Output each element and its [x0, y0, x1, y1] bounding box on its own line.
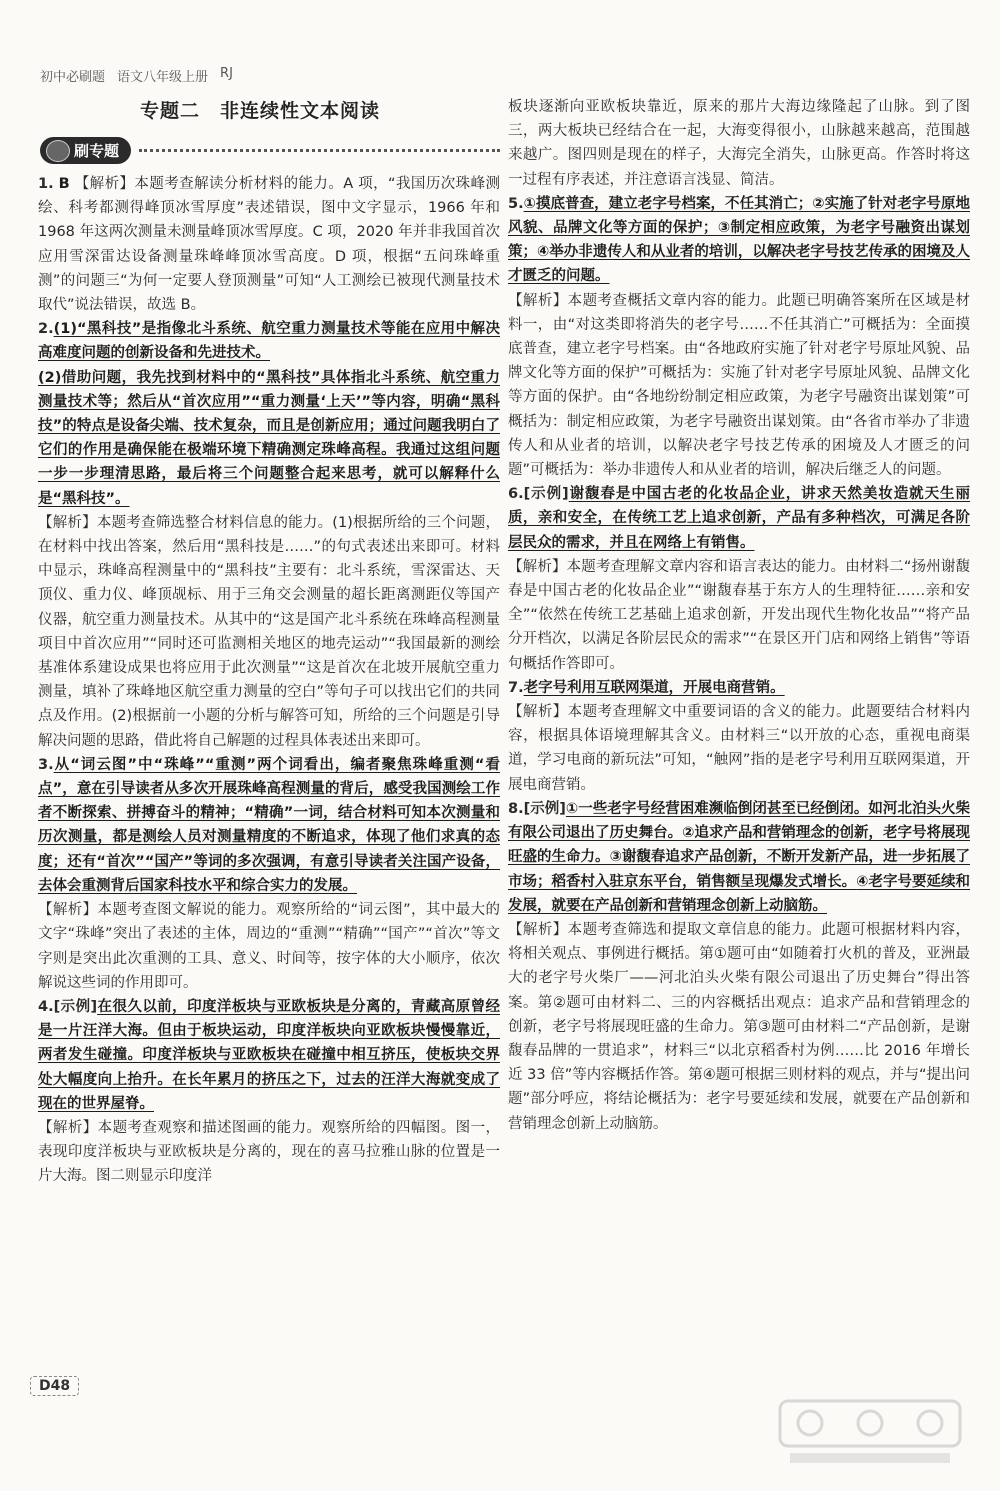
- example-tag: [示例]: [53, 998, 98, 1015]
- question-7: [508, 676, 970, 797]
- answer-text: 从“词云图”中“珠峰”“重测”两个词看出，编者聚焦珠峰重测“看点”，意在引导读者从多次开展珠峰高程测量的背后，感受我国测绘工作者不断探索、拼搏奋斗的精神；“精确”一词，结合材料可知本次测量和历次测量，都是测绘人员对测量精度的不断追求，体现了他们求真的态度；还有“首次”“国产”等词的多次强调，有意引导读者关注国产设备，去体会重测背后国家科技水平和综合实力的发展。: [38, 756, 500, 894]
- section-tag: [40, 135, 500, 165]
- question-4: [38, 995, 500, 1189]
- answer-text: ①一些老字号经营困难濒临倒闭甚至已经倒闭。如河北泊头火柴有限公司退出了历史舞台。: [508, 800, 970, 842]
- analysis-text: 【解析】本题考查理解文中重要词语的含义的能力。此题要结合材料内容，根据具体语境理解其含义。由材料三“以开放的心态，重视电商渠道，学习电商的新玩法”可知，“触网”指的是老字号利用互联网渠道，开展电商营销。: [508, 704, 970, 793]
- analysis-text: 【解析】本题考查筛选整合材料信息的能力。(1)根据所给的三个问题，在材料中找出答案，然后用“黑科技是……”的句式表述出来即可。材料中显示，珠峰高程测量中的“黑科技”主要有：北斗系统，雪深雷达、天顶仪、重力仪、峰顶觇标、用于三角交会测量的超长距离测距仪等国产仪器，航空重力测量技术。从其中的“这是国产北斗系统在珠峰高程测量项目中首次应用”“同时还可监测相关地区的地壳运动”“我国最新的测绘基准体系建设成果也将应用于此次测量”“这是首次在北坡开展航空重力测量，填补了珠峰地区航空重力测量的空白”等句子可以找出它们的共同点及作用。(2)根据前一小题的分析与解答可知，所给的三个问题是引导解决问题的思路，借此将自己解题的过程具体表述出来即可。: [38, 514, 500, 749]
- book-name: 初中必刷题: [40, 70, 106, 85]
- question-number: 5.: [508, 195, 524, 212]
- analysis-text: 【解析】本题考查解读分析材料的能力。A 项，“我国历次珠峰测绘、科考都测得峰顶冰雪厚度”表述错误，图中文字显示，1966 年和 1968 年这两次测量未测量峰顶冰雪厚度。C 项，2020 年并非我国首次应用雪深雷达设备测量珠峰峰顶冰雪高度。D 项，根据“五问珠峰重测”的问题三“为何一定要人登顶测量”可知“人工测绘已被现代测量技术取代”说法错误，故选 B。: [38, 176, 500, 314]
- brush-icon: [46, 140, 70, 162]
- question-number: 7.: [508, 679, 524, 696]
- question-6: [508, 482, 970, 676]
- dotted-divider: [139, 149, 500, 152]
- answer-text: 老字号利用互联网渠道，开展电商营销。: [523, 679, 785, 696]
- answer-choice: B: [58, 176, 70, 192]
- section-badge-label: 刷专题: [74, 141, 120, 160]
- question-5: [508, 192, 970, 482]
- subject-name: 语文八年级上册: [117, 70, 209, 85]
- analysis-text: 【解析】本题考查观察和描述图画的能力。观察所给的四幅图。图一，表现印度洋板块与亚欧板块是分离的，现在的喜马拉雅山脉的位置是一片大海。图二则显示印度洋: [38, 1119, 500, 1185]
- left-column: [38, 172, 500, 1189]
- answer-text: ①摸底普查，建立老字号档案，不任其消亡；②实施了针对老字号原地风貌、品牌文化等方面的保护；③制定相应政策，为老字号融资出谋划策；④举办非遗传人和从业者的培训，以解决老字号技艺传承的困境及人才匮乏的问题。: [508, 195, 970, 285]
- answer-text: ③谢馥春追求产品创新，不断开发新产品，进一步拓展了市场；稻香村入驻京东平台，销售额呈现爆发式增长。: [508, 849, 971, 890]
- question-3: [38, 753, 500, 995]
- edition-label: RJ: [220, 66, 233, 81]
- page-title: 专题二 非连续性文本阅读: [139, 100, 380, 122]
- question-number: 6.: [508, 486, 524, 503]
- right-column: [508, 95, 970, 1136]
- answer-text: (1)“黑科技”是指像北斗系统、航空重力测量技术等能在应用中解决高难度问题的创新设备和先进技术。: [38, 321, 500, 362]
- analysis-continued: 板块逐渐向亚欧板块靠近，原来的那片大海边缘隆起了山脉。到了图三，两大板块已经结合在一起，大海变得很小，山脉越来越高，范围越来越广。图四则是现在的样子，大海完全消失，山脉更高。作答时将这一过程有序表述，并注意语言浅显、简洁。: [508, 99, 970, 188]
- analysis-text: 【解析】本题考查图文解说的能力。观察所给的“词云图”，其中最大的文字“珠峰”突出了表述的主体，周边的“重测”“精确”“国产”“首次”等文字则是突出此次重测的工具、意义、时间等，按字体的大小顺序，依次解说这些词的作用即可。: [38, 902, 500, 991]
- question-number: 8.: [508, 800, 524, 817]
- example-tag: [示例]: [523, 486, 569, 503]
- watermark-logo-icon: [770, 1391, 970, 1471]
- question-8: [508, 797, 970, 1136]
- question-number: 1.: [38, 176, 54, 192]
- question-number: 2.: [38, 321, 54, 338]
- answer-text: 在很久以前，印度洋板块与亚欧板块是分离的，青藏高原曾经是一片汪洋大海。但由于板块运动，印度洋板块向亚欧板块慢慢靠近，两者发生碰撞。印度洋板块与亚欧板块在碰撞中相互挤压，使板块交界处大幅度向上抬升。在长年累月的挤压之下，过去的汪洋大海就变成了现在的世界屋脊。: [38, 998, 501, 1112]
- question-number: 3.: [38, 756, 54, 773]
- answer-text: (2)借助问题，我先找到材料中的“黑科技”具体指北斗系统、航空重力测量技术等；然后从“首次应用”“重力测量‘上天’”等内容，明确“黑科技”的特点是设备尖端、技术复杂，而且是创新应用；通过问题我明白了它们的作用是确保能在极端环境下精确测定珠峰高程。我通过这组问题一步一步理清思路，最后将三个问题整合起来思考，就可以解释什么是“黑科技”。: [38, 369, 500, 507]
- analysis-text: 【解析】本题考查筛选和提取文章信息的能力。此题可根据材料内容，将相关观点、事例进行概括。第①题可由“如随着打火机的普及，亚洲最大的老字号火柴厂——河北泊头火柴有限公司退出了历史舞台”得出答案。第②题可由材料二、三的内容概括出观点：追求产品和营销理念的创新，老字号将展现旺盛的生命力。第③题可由材料二“产品创新，是谢馥春品牌的一贯追求”，材料三“以北京稻香村为例……比 2016 年增长近 33 倍”等内容概括作答。第④题可根据三则材料的观点，并与“提出问题”部分呼应，将结论概括为：老字号要延续和发展，就要在产品创新和营销理念创新上动脑筋。: [508, 921, 970, 1132]
- page-header: [40, 66, 233, 85]
- page-number: D48: [30, 1376, 79, 1396]
- question-1: [38, 172, 500, 317]
- answer-text: 谢馥春是中国古老的化妆品企业，讲求天然美妆造就天生丽质，亲和安全，在传统工艺上追求创新，产品有多种档次，可满足各阶层民众的需求，并且在网络上有销售。: [508, 486, 970, 551]
- question-2: [38, 317, 500, 753]
- analysis-text: 【解析】本题考查概括文章内容的能力。此题已明确答案所在区域是材料一，由“对这类即将消失的老字号……不任其消亡”可概括为：全面摸底普查，建立老字号档案。由“各地政府实施了针对老字号原址风貌、品牌文化等方面的保护”可概括为：实施了针对老字号原址风貌、品牌文化等方面的保护。由“各地纷纷制定相应政策，为老字号融资出谋划策”可概括为：制定相应政策，为老字号融资出谋划策。由“各省市举办了非遗传人和从业者的培训，以解决老字号技艺传承的困境及人才匮乏的问题”可概括为：举办非遗传人和从业者的培训，解决后继乏人的问题。: [508, 292, 970, 479]
- answer-text: ②追求产品和营销理念的创新，老字号将展现旺盛的生命力。: [508, 825, 971, 866]
- answer-text: ④老字号要延续和发展，就要在产品创新和营销理念创新上动脑筋。: [508, 873, 970, 914]
- example-tag: [示例]: [523, 800, 566, 817]
- question-number: 4.: [38, 998, 54, 1015]
- section-badge: [40, 137, 131, 164]
- analysis-text: 【解析】本题考查理解文章内容和语言表达的能力。由材料二“扬州谢馥春是中国古老的化妆品企业”“谢馥春基于东方人的生理特征……亲和安全”“依然在传统工艺基础上追求创新，开发出现代生物化妆品”“将产品分开档次，以满足各阶层民众的需求”“在景区开门店和网络上销售”等语句概括作答即可。: [508, 558, 970, 672]
